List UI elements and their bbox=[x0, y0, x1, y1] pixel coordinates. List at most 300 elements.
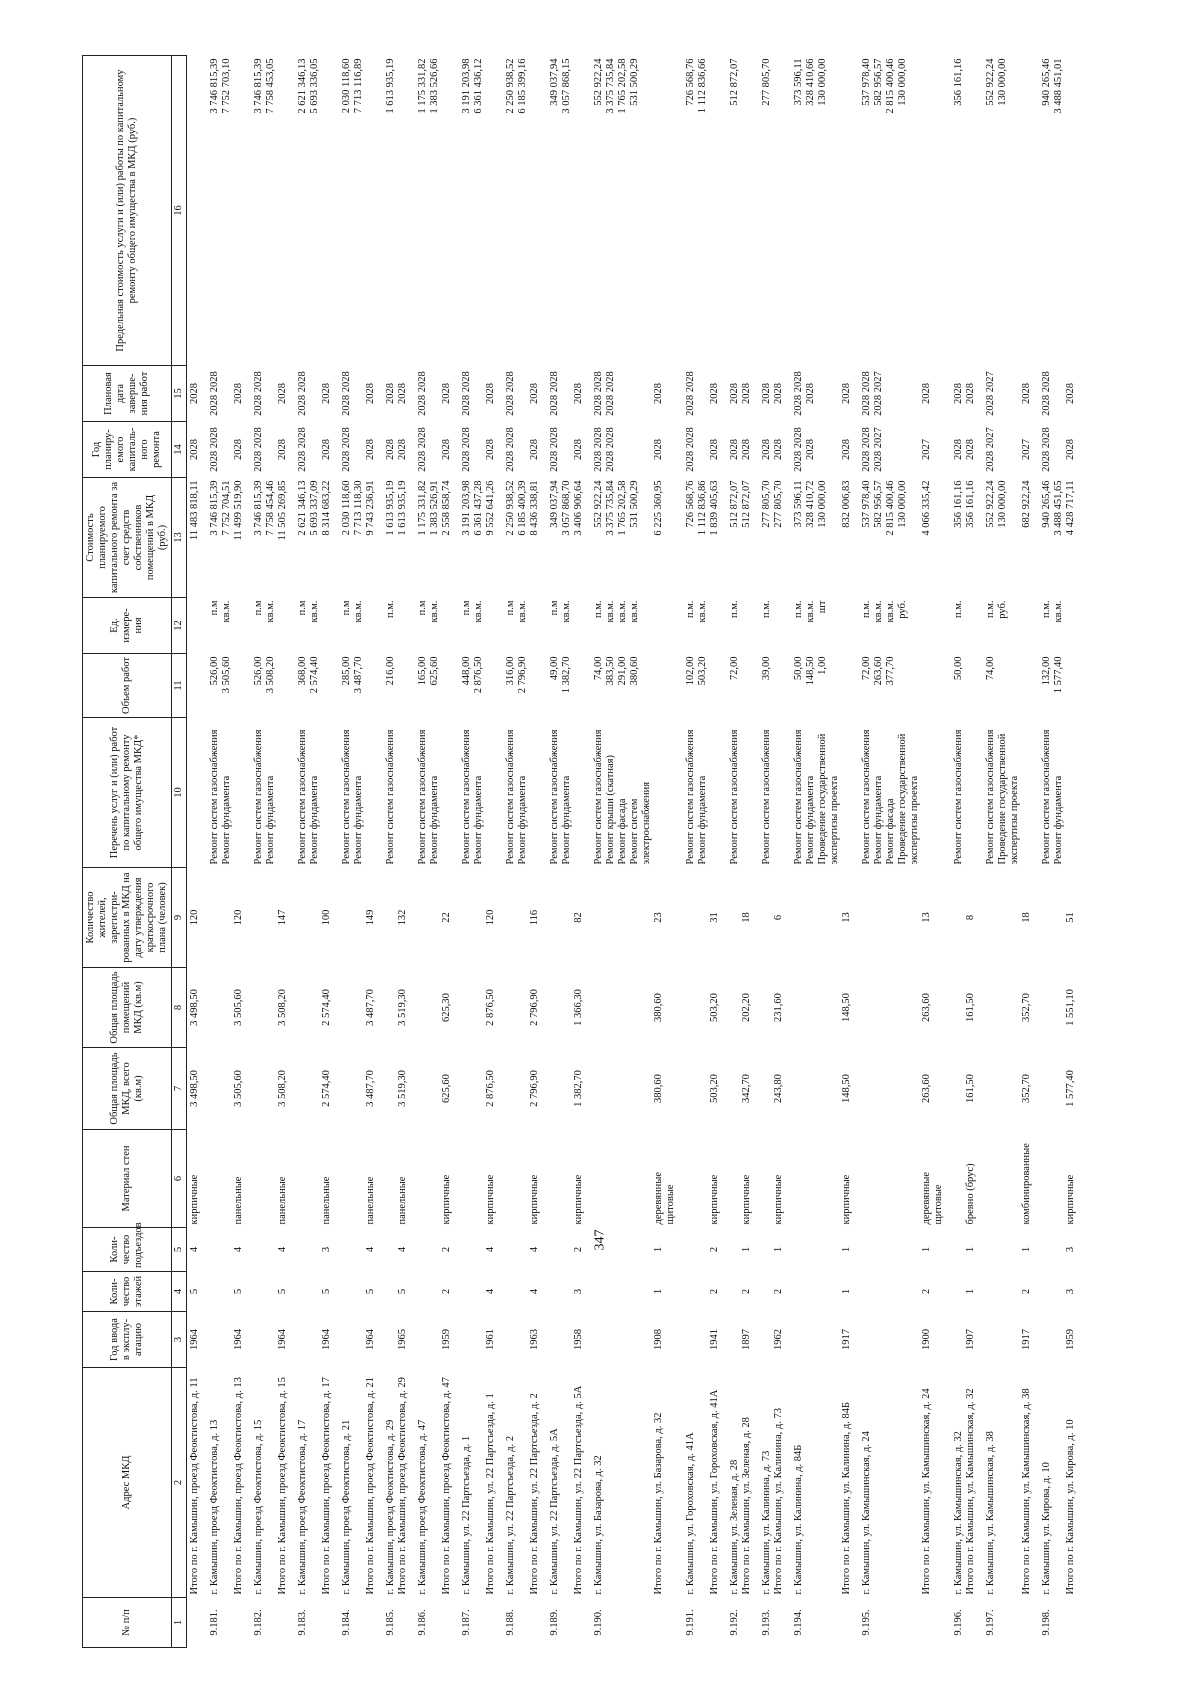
cell-res bbox=[793, 868, 841, 968]
cell-end: 2028 2028 bbox=[549, 371, 560, 416]
cell-mat: панельные bbox=[277, 1176, 288, 1225]
column-number-row bbox=[172, 56, 187, 1648]
cell-lim: 349 037,94 3 057 868,15 bbox=[549, 58, 572, 114]
cell-floors bbox=[729, 1272, 741, 1312]
cell-area: 148,50 bbox=[841, 1074, 852, 1103]
cell-end: 2028 2028 bbox=[209, 371, 220, 416]
header-num-9: 9 bbox=[172, 868, 187, 968]
cell-unit: п.м. кв.м. bbox=[685, 600, 708, 623]
cell-cost: 682 922,24 bbox=[1021, 480, 1032, 528]
cell-lim: 512 872,07 bbox=[729, 58, 740, 106]
cell-works bbox=[1065, 718, 1085, 868]
cell-area bbox=[685, 1048, 709, 1130]
cell-area: 3 505,60 bbox=[233, 1070, 244, 1107]
cell-mat bbox=[209, 1130, 233, 1228]
cell-floors bbox=[341, 1272, 365, 1312]
table-row bbox=[505, 56, 529, 1648]
table-row bbox=[593, 56, 653, 1648]
cell-n bbox=[441, 1598, 461, 1648]
cell-n bbox=[277, 1598, 297, 1648]
cell-yr: 2028 2028 2028 2027 bbox=[861, 427, 884, 472]
cell-lim: 356 161,16 bbox=[953, 58, 964, 106]
cell-area2: 231,60 bbox=[773, 993, 784, 1022]
cell-n: 9.189. bbox=[549, 1609, 560, 1636]
header-num-16: 16 bbox=[172, 56, 187, 366]
cell-area2: 3 487,70 bbox=[365, 989, 376, 1026]
cell-floors: 2 bbox=[1021, 1288, 1032, 1295]
cell-floors bbox=[297, 1272, 321, 1312]
table-row bbox=[461, 56, 485, 1648]
cell-year bbox=[793, 1312, 841, 1368]
cell-floors: 4 bbox=[529, 1288, 540, 1295]
cell-end: 2028 bbox=[573, 383, 584, 404]
table-row bbox=[685, 56, 709, 1648]
cell-works: Ремонт систем газоснабжения Ремонт фундамента bbox=[685, 729, 708, 865]
cell-n: 9.187. bbox=[461, 1609, 472, 1636]
cell-entr bbox=[417, 1228, 441, 1272]
cell-res: 120 bbox=[189, 909, 200, 926]
cell-mat: кирпичные bbox=[485, 1174, 496, 1225]
cell-mat bbox=[1041, 1130, 1065, 1228]
cell-works: Ремонт систем газоснабжения bbox=[385, 729, 396, 865]
cell-cost: 11 505 269,85 bbox=[277, 480, 288, 541]
cell-addr: Итого по г. Камышин, ул. Камышинская, д. 32 bbox=[965, 1388, 976, 1595]
cell-yr: 2027 bbox=[921, 439, 932, 460]
cell-lim: 3 746 815,39 7 758 453,05 bbox=[253, 58, 276, 114]
cell-entr: 1 bbox=[921, 1246, 932, 1253]
header-num-7: 7 bbox=[172, 1048, 187, 1130]
header-num-14: 14 bbox=[172, 422, 187, 478]
cell-yr: 2028 2028 bbox=[549, 427, 560, 472]
cell-unit bbox=[321, 598, 341, 654]
cell-vol: 448,00 2 876,50 bbox=[461, 656, 484, 694]
cell-area2 bbox=[253, 968, 277, 1048]
cell-end: 2028 bbox=[385, 383, 396, 404]
cell-unit: п.м кв.м. bbox=[253, 600, 276, 623]
cell-area2: 3 498,50 bbox=[189, 989, 200, 1026]
page-number-text: 347 bbox=[592, 1229, 607, 1251]
cell-addr: Итого по г. Камышин, ул. Калинина, д. 73 bbox=[773, 1408, 784, 1595]
cell-year bbox=[953, 1312, 965, 1368]
cell-year bbox=[385, 1312, 397, 1368]
cell-unit: п.м кв.м. bbox=[341, 600, 364, 623]
cell-area2: 1 551,10 bbox=[1065, 989, 1076, 1026]
cell-unit bbox=[441, 598, 461, 654]
cell-cost: 356 161,16 bbox=[965, 480, 976, 528]
cell-res: 18 bbox=[741, 912, 752, 923]
cell-yr: 2028 bbox=[397, 439, 408, 460]
cell-works: Ремонт систем газоснабжения Ремонт фундамента bbox=[417, 729, 440, 865]
cell-end: 2028 bbox=[965, 383, 976, 404]
cell-yr: 2028 2028 2028 bbox=[793, 427, 816, 472]
cell-works bbox=[573, 718, 593, 868]
cell-area bbox=[861, 1048, 921, 1130]
cell-mat bbox=[953, 1130, 965, 1228]
cell-floors: 5 bbox=[397, 1288, 408, 1295]
cell-res bbox=[209, 868, 233, 968]
cell-area: 3 487,70 bbox=[365, 1070, 376, 1107]
cell-vol: 50,00 bbox=[953, 656, 964, 681]
cell-area bbox=[729, 1048, 741, 1130]
cell-cost: 2 621 346,13 5 693 337,09 bbox=[297, 480, 320, 536]
cell-floors bbox=[1041, 1272, 1065, 1312]
cell-area: 3 498,50 bbox=[189, 1070, 200, 1107]
cell-lim: 3 191 203,98 6 361 436,12 bbox=[461, 58, 484, 114]
cell-floors: 5 bbox=[365, 1288, 376, 1295]
cell-works bbox=[485, 718, 505, 868]
cell-floors: 3 bbox=[1065, 1288, 1076, 1295]
cell-mat bbox=[729, 1130, 741, 1228]
cell-vol: 49,00 1 382,70 bbox=[549, 656, 572, 694]
cell-area bbox=[209, 1048, 233, 1130]
cell-res bbox=[953, 868, 965, 968]
cell-entr bbox=[793, 1228, 841, 1272]
cell-n: 9.197. bbox=[985, 1609, 996, 1636]
cell-year: 1958 bbox=[573, 1329, 584, 1350]
cell-lim bbox=[233, 56, 253, 366]
cell-year bbox=[861, 1312, 921, 1368]
cell-unit bbox=[965, 598, 985, 654]
cell-year: 1964 bbox=[233, 1329, 244, 1350]
cell-area2 bbox=[385, 968, 397, 1048]
cell-unit bbox=[1021, 598, 1041, 654]
cell-year: 1908 bbox=[653, 1329, 664, 1350]
cell-entr: 4 bbox=[397, 1246, 408, 1253]
cell-n: 9.182. bbox=[253, 1609, 264, 1636]
cell-year: 1900 bbox=[921, 1329, 932, 1350]
cell-mat bbox=[685, 1130, 709, 1228]
cell-yr: 2028 bbox=[233, 439, 244, 460]
table-row-total bbox=[709, 56, 729, 1648]
cell-area2: 380,60 bbox=[653, 993, 664, 1022]
cell-lim: 2 030 118,60 7 713 116,89 bbox=[341, 58, 364, 114]
header-num-8: 8 bbox=[172, 968, 187, 1048]
cell-lim: 373 596,11 328 410,66 130 000,00 bbox=[793, 58, 828, 106]
cell-addr: г. Камышин, ул. Базарова, д. 32 bbox=[593, 1455, 604, 1595]
cell-lim: 552 922,24 130 000,00 bbox=[985, 58, 1008, 106]
cell-area bbox=[505, 1048, 529, 1130]
table-row-total bbox=[485, 56, 505, 1648]
cell-mat: панельные bbox=[321, 1176, 332, 1225]
cell-cost: 2 250 938,52 6 185 400,39 bbox=[505, 480, 528, 536]
cell-end: 2028 bbox=[233, 383, 244, 404]
cell-res bbox=[985, 868, 1021, 968]
cell-floors: 4 bbox=[485, 1288, 496, 1295]
table-row-total bbox=[773, 56, 793, 1648]
cell-unit bbox=[841, 598, 861, 654]
cell-area: 352,70 bbox=[1021, 1074, 1032, 1103]
cell-mat: кирпичные bbox=[573, 1174, 584, 1225]
cell-vol bbox=[233, 654, 253, 718]
cell-vol: 74,00 bbox=[985, 656, 996, 681]
cell-end: 2028 bbox=[365, 383, 376, 404]
cell-unit bbox=[365, 598, 385, 654]
cell-mat bbox=[253, 1130, 277, 1228]
cell-area2 bbox=[761, 968, 773, 1048]
header-col-9: Количество жителей, зарегистри-рованных в МКД на дату утверждения краткосрочного плана (человек) bbox=[83, 868, 172, 968]
cell-lim: 1 613 935,19 bbox=[385, 58, 396, 114]
cell-year: 1964 bbox=[277, 1329, 288, 1350]
cell-yr: 2027 bbox=[1021, 439, 1032, 460]
cell-vol: 72,00 263,60 377,70 bbox=[861, 656, 896, 686]
cell-vol bbox=[441, 654, 461, 718]
cell-unit bbox=[741, 598, 761, 654]
cell-area2: 3 508,20 bbox=[277, 989, 288, 1026]
cell-cost: 4 428 717,11 bbox=[1065, 480, 1076, 536]
cell-n bbox=[773, 1598, 793, 1648]
cell-mat: комбинированные bbox=[1021, 1143, 1032, 1225]
table-row-total bbox=[741, 56, 761, 1648]
cell-floors bbox=[685, 1272, 709, 1312]
cell-entr bbox=[593, 1228, 653, 1272]
cell-area2: 352,70 bbox=[1021, 993, 1032, 1022]
cell-unit bbox=[653, 598, 685, 654]
capital-repair-table bbox=[82, 55, 1085, 1648]
cell-floors bbox=[549, 1272, 573, 1312]
cell-works: Ремонт систем газоснабжения Ремонт фундамента bbox=[549, 729, 572, 865]
cell-res bbox=[461, 868, 485, 968]
cell-works bbox=[277, 718, 297, 868]
cell-floors: 1 bbox=[841, 1288, 852, 1295]
cell-cost: 512 872,07 bbox=[741, 480, 752, 528]
cell-n bbox=[965, 1598, 985, 1648]
cell-year: 1959 bbox=[441, 1329, 452, 1350]
cell-res: 8 bbox=[965, 914, 976, 921]
header-num-13: 13 bbox=[172, 478, 187, 598]
cell-works: Ремонт систем газоснабжения Проведение государственной экспертизы проекта bbox=[985, 729, 1020, 865]
cell-entr bbox=[341, 1228, 365, 1272]
cell-cost: 11 483 818,11 bbox=[189, 480, 200, 541]
cell-unit: п.м. bbox=[953, 600, 964, 619]
cell-works: Ремонт систем газоснабжения Ремонт фундамента bbox=[1041, 729, 1064, 865]
cell-n: 9.192. bbox=[729, 1609, 740, 1636]
cell-floors: 5 bbox=[321, 1288, 332, 1295]
cell-lim bbox=[529, 56, 549, 366]
table-row bbox=[793, 56, 841, 1648]
table-row-total bbox=[653, 56, 685, 1648]
header-row bbox=[83, 56, 172, 1648]
cell-end: 2028 bbox=[773, 383, 784, 404]
cell-vol bbox=[773, 654, 793, 718]
cell-n bbox=[187, 1598, 210, 1648]
cell-unit bbox=[921, 598, 953, 654]
table-row-total bbox=[1065, 56, 1085, 1648]
cell-mat: кирпичные bbox=[529, 1174, 540, 1225]
cell-area bbox=[341, 1048, 365, 1130]
cell-works: Ремонт систем газоснабжения Ремонт фундамента bbox=[297, 729, 320, 865]
cell-n: 9.194. bbox=[793, 1609, 804, 1636]
cell-area2: 503,20 bbox=[709, 993, 720, 1022]
cell-floors bbox=[253, 1272, 277, 1312]
cell-yr: 2028 bbox=[965, 439, 976, 460]
cell-mat bbox=[549, 1130, 573, 1228]
cell-mat: кирпичные bbox=[441, 1174, 452, 1225]
cell-works: Ремонт систем газоснабжения bbox=[761, 729, 772, 865]
cell-area2: 263,60 bbox=[921, 993, 932, 1022]
cell-floors: 5 bbox=[277, 1288, 288, 1295]
cell-cost: 537 978,40 582 956,57 2 815 400,46 130 000,00 bbox=[861, 480, 908, 536]
header-col-15: Плановая дата заверше-ния работ bbox=[83, 366, 172, 422]
cell-yr: 2028 bbox=[729, 439, 740, 460]
cell-mat bbox=[761, 1130, 773, 1228]
cell-works bbox=[397, 718, 417, 868]
cell-mat bbox=[861, 1130, 921, 1228]
cell-area bbox=[761, 1048, 773, 1130]
cell-n bbox=[841, 1598, 861, 1648]
rotated-table-container bbox=[82, 56, 1122, 1648]
table-row bbox=[341, 56, 365, 1648]
cell-entr bbox=[505, 1228, 529, 1272]
cell-n: 9.188. bbox=[505, 1609, 516, 1636]
cell-cost: 349 037,94 3 057 868,70 bbox=[549, 480, 572, 536]
cell-lim: 2 250 938,52 6 185 399,16 bbox=[505, 58, 528, 114]
table-row bbox=[417, 56, 441, 1648]
cell-n: 9.196. bbox=[953, 1609, 964, 1636]
cell-vol: 74,00 383,50 291,00 380,60 bbox=[593, 656, 640, 686]
cell-n: 9.186. bbox=[417, 1609, 428, 1636]
cell-addr: г. Камышин, ул. Кирова, д. 10 bbox=[1041, 1462, 1052, 1595]
table-row bbox=[209, 56, 233, 1648]
cell-floors bbox=[793, 1272, 841, 1312]
cell-n bbox=[365, 1598, 385, 1648]
cell-n: 9.191. bbox=[685, 1609, 696, 1636]
cell-entr bbox=[761, 1228, 773, 1272]
cell-yr: 2028 2028 bbox=[341, 427, 352, 472]
cell-addr: Итого по г. Камышин, проезд Феоктистова, д. 47 bbox=[441, 1377, 452, 1595]
cell-vol bbox=[187, 654, 210, 718]
cell-entr: 2 bbox=[573, 1246, 584, 1253]
header-col-10: Перечень услуг и (или) работ по капитальному ремонту общего имущества МКД* bbox=[83, 718, 172, 868]
cell-end: 2028 bbox=[741, 383, 752, 404]
cell-works: Ремонт систем газоснабжения bbox=[729, 729, 740, 865]
cell-unit: п.м кв.м. bbox=[417, 600, 440, 623]
cell-n bbox=[653, 1598, 685, 1648]
cell-res bbox=[417, 868, 441, 968]
cell-entr: 1 bbox=[773, 1246, 784, 1253]
cell-works: Ремонт систем газоснабжения Ремонт фундамента bbox=[253, 729, 276, 865]
cell-unit: п.м. bbox=[761, 600, 772, 619]
header-col-8: Общая площадь помещений МКД (кв.м) bbox=[83, 968, 172, 1048]
cell-lim bbox=[741, 56, 761, 366]
cell-yr: 2028 bbox=[1065, 439, 1076, 460]
cell-lim bbox=[573, 56, 593, 366]
cell-vol bbox=[709, 654, 729, 718]
cell-unit bbox=[529, 598, 549, 654]
header-num-1: 1 bbox=[172, 1598, 187, 1648]
cell-end: 2028 bbox=[653, 383, 664, 404]
cell-end: 2028 2028 bbox=[505, 371, 516, 416]
cell-n bbox=[397, 1598, 417, 1648]
cell-lim bbox=[441, 56, 461, 366]
cell-works bbox=[841, 718, 861, 868]
cell-lim bbox=[773, 56, 793, 366]
cell-yr: 2028 2028 2028 2028 bbox=[593, 427, 616, 472]
cell-yr: 2028 2028 bbox=[209, 427, 220, 472]
cell-addr: Итого по г. Камышин, ул. Базарова, д. 32 bbox=[653, 1412, 664, 1595]
cell-mat bbox=[385, 1130, 397, 1228]
cell-area2: 2 876,50 bbox=[485, 989, 496, 1026]
cell-vol bbox=[573, 654, 593, 718]
cell-cost: 940 265,46 3 488 451,65 bbox=[1041, 480, 1064, 536]
cell-year: 1897 bbox=[741, 1329, 752, 1350]
cell-works: Ремонт систем газоснабжения Ремонт фундамента Проведение государственной экспертизы проекта bbox=[793, 729, 840, 865]
cell-res bbox=[385, 868, 397, 968]
cell-year: 1941 bbox=[709, 1329, 720, 1350]
cell-yr: 2028 bbox=[761, 439, 772, 460]
cell-area2 bbox=[209, 968, 233, 1048]
cell-addr: Итого по г. Камышин, проезд Феоктистова, д. 29 bbox=[397, 1377, 408, 1595]
cell-n bbox=[233, 1598, 253, 1648]
cell-works bbox=[773, 718, 793, 868]
cell-floors: 2 bbox=[921, 1288, 932, 1295]
cell-year bbox=[209, 1312, 233, 1368]
cell-area2 bbox=[417, 968, 441, 1048]
cell-yr: 2028 bbox=[573, 439, 584, 460]
cell-vol bbox=[277, 654, 297, 718]
cell-area bbox=[985, 1048, 1021, 1130]
cell-entr bbox=[953, 1228, 965, 1272]
cell-entr: 1 bbox=[965, 1246, 976, 1253]
cell-unit: п.м. bbox=[385, 600, 396, 619]
cell-floors: 1 bbox=[653, 1288, 664, 1295]
cell-floors bbox=[505, 1272, 529, 1312]
cell-addr: Итого по г. Камышин, проезд Феоктистова, д. 17 bbox=[321, 1377, 332, 1595]
cell-yr: 2028 bbox=[189, 439, 200, 460]
cell-area2: 625,30 bbox=[441, 993, 452, 1022]
cell-end: 2028 2028 2028 2027 bbox=[861, 371, 884, 416]
cell-end: 2028 bbox=[709, 383, 720, 404]
cell-vol: 526,00 3 505,60 bbox=[209, 656, 232, 694]
header-col-3: Год ввода в эксплу-атацию bbox=[83, 1312, 172, 1368]
cell-vol: 72,00 bbox=[729, 656, 740, 681]
cell-end: 2028 2028 2028 2028 bbox=[593, 371, 616, 416]
header-num-10: 10 bbox=[172, 718, 187, 868]
cell-year bbox=[417, 1312, 441, 1368]
header-col-13: Стоимость планируемого капитального ремонта за счет средств собственников помещений в МКД (руб.) bbox=[83, 478, 172, 598]
table-row bbox=[385, 56, 397, 1648]
cell-end: 2028 bbox=[321, 383, 332, 404]
cell-end: 2028 bbox=[441, 383, 452, 404]
cell-area: 503,20 bbox=[709, 1074, 720, 1103]
cell-entr bbox=[1041, 1228, 1065, 1272]
header-num-6: 6 bbox=[172, 1130, 187, 1228]
cell-mat: деревянные щитовые bbox=[921, 1171, 944, 1225]
cell-lim: 552 922,24 3 375 735,84 1 765 202,58 531 500,29 bbox=[593, 58, 640, 114]
cell-res: 22 bbox=[441, 912, 452, 923]
cell-cost: 726 568,76 1 112 836,86 bbox=[685, 480, 708, 536]
cell-vol: 316,00 2 796,90 bbox=[505, 656, 528, 694]
cell-unit: п.м кв.м. bbox=[297, 600, 320, 623]
cell-unit bbox=[709, 598, 729, 654]
cell-area2: 148,50 bbox=[841, 993, 852, 1022]
cell-vol: 165,00 625,60 bbox=[417, 656, 440, 686]
cell-lim bbox=[1065, 56, 1085, 366]
cell-n: 9.193. bbox=[761, 1609, 772, 1636]
cell-mat bbox=[593, 1130, 653, 1228]
cell-entr: 4 bbox=[189, 1246, 200, 1253]
cell-entr bbox=[209, 1228, 233, 1272]
cell-res bbox=[253, 868, 277, 968]
cell-area2 bbox=[1041, 968, 1065, 1048]
cell-vol: 285,00 3 487,70 bbox=[341, 656, 364, 694]
table-row-total bbox=[1021, 56, 1041, 1648]
table-row bbox=[729, 56, 741, 1648]
cell-end: 2028 2028 bbox=[341, 371, 352, 416]
cell-entr: 1 bbox=[1021, 1246, 1032, 1253]
cell-area: 1 382,70 bbox=[573, 1070, 584, 1107]
cell-addr: г. Камышин, проезд Феоктистова, д. 15 bbox=[253, 1419, 264, 1595]
cell-year bbox=[341, 1312, 365, 1368]
